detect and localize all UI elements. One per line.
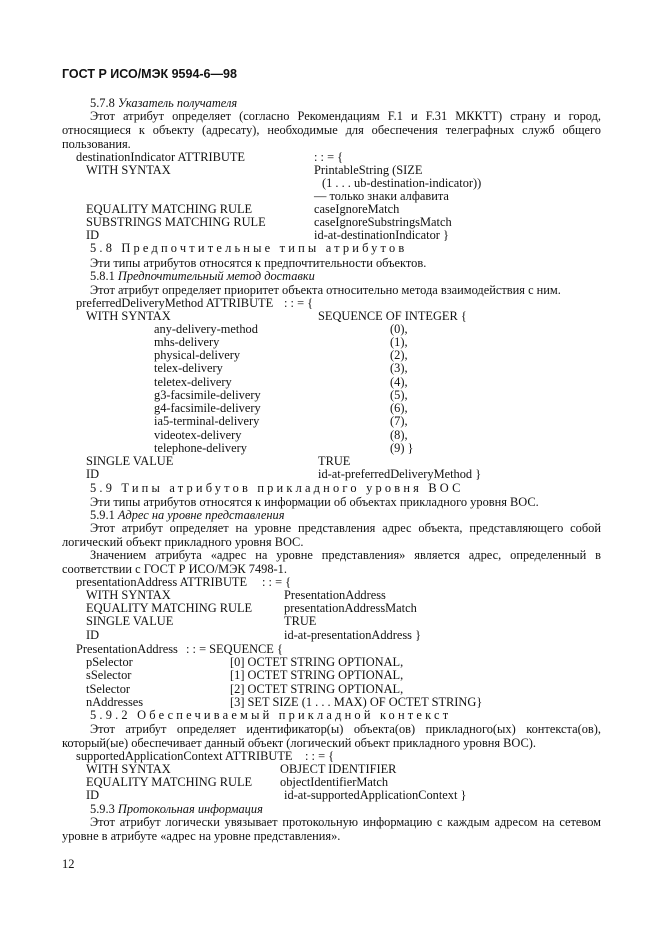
field-type: [3] SET SIZE (1 . . . MAX) OF OCTET STRING} <box>230 695 483 709</box>
code-line: presentationAddressMatch <box>284 601 417 615</box>
enum-item-value: (6), <box>390 401 408 415</box>
code-line: presentationAddress ATTRIBUTE <box>76 575 248 589</box>
code-line: preferredDeliveryMethod ATTRIBUTE <box>76 296 274 310</box>
section-number: 5.9.1 <box>90 508 115 522</box>
code-line: ID <box>86 788 100 802</box>
code-line: PresentationAddress <box>76 642 178 656</box>
code-line: WITH SYNTAX <box>86 309 171 323</box>
field-type: [1] OCTET STRING OPTIONAL, <box>230 668 404 682</box>
enum-item-value: (5), <box>390 388 408 402</box>
section-number: 5.7.8 <box>90 96 115 110</box>
enum-item-value: (8), <box>390 428 408 442</box>
code-line: ID <box>86 628 100 642</box>
paragraph: Эти типы атрибутов относятся к информации об объектах прикладного уровня ВОС. <box>90 495 539 509</box>
section-5-9-1-heading <box>90 508 284 522</box>
code-line: SINGLE VALUE <box>86 614 174 628</box>
code-line: TRUE <box>318 454 351 468</box>
code-line: objectIdentifierMatch <box>280 775 389 789</box>
section-5-8-1-heading <box>90 269 315 283</box>
section-5-8-heading: 5.8 Предпочтительные типы атрибутов <box>90 241 408 255</box>
section-5-9-2-heading: 5.9.2 Обеспечиваемый прикладной контекст <box>90 708 452 722</box>
enum-item-name: ia5-terminal-delivery <box>154 414 260 428</box>
paragraph: Этот атрибут логически увязывает протокольную информацию с каждым адресом на сетевом уровне в атрибуте «адрес на уровне представления». <box>62 815 601 843</box>
field-name: sSelector <box>86 668 132 682</box>
enum-item-value: (0), <box>390 322 408 336</box>
code-line: EQUALITY MATCHING RULE <box>86 202 253 216</box>
enum-item-name: telex-delivery <box>154 361 223 375</box>
enum-item-value: (4), <box>390 375 408 389</box>
code-line: : : = { <box>262 575 292 589</box>
code-line: EQUALITY MATCHING RULE <box>86 775 253 789</box>
field-name: tSelector <box>86 682 131 696</box>
field-type: [0] OCTET STRING OPTIONAL, <box>230 655 404 669</box>
code-line: SEQUENCE OF INTEGER { <box>318 309 467 323</box>
section-5-9-heading: 5.9 Типы атрибутов прикладного уровня ВОС <box>90 481 464 495</box>
enum-item-name: g4-facsimile-delivery <box>154 401 261 415</box>
code-line: PresentationAddress <box>284 588 386 602</box>
enum-item-value: (3), <box>390 361 408 375</box>
section-title: Адрес на уровне представления <box>117 508 285 522</box>
enum-item-value: (1), <box>390 335 408 349</box>
enum-item-name: any-delivery-method <box>154 322 258 336</box>
code-line: WITH SYNTAX <box>86 163 171 177</box>
code-line: destinationIndicator ATTRIBUTE <box>76 150 245 164</box>
code-line: supportedApplicationContext ATTRIBUTE <box>76 749 293 763</box>
code-line: SUBSTRINGS MATCHING RULE <box>86 215 266 229</box>
code-line: EQUALITY MATCHING RULE <box>86 601 253 615</box>
code-line: SINGLE VALUE <box>86 454 174 468</box>
code-line: : : = { <box>305 749 335 763</box>
section-number: 5.8.1 <box>90 269 115 283</box>
enum-item-value: (2), <box>390 348 408 362</box>
section-5-7-8-heading <box>90 96 237 110</box>
code-line: WITH SYNTAX <box>86 588 171 602</box>
section-title: Указатель получателя <box>117 96 238 110</box>
field-type: [2] OCTET STRING OPTIONAL, <box>230 682 404 696</box>
code-line: WITH SYNTAX <box>86 762 171 776</box>
code-line: id-at-presentationAddress } <box>284 628 422 642</box>
code-line: : : = { <box>314 150 344 164</box>
section-5-9-3-heading <box>90 802 263 816</box>
code-line: id-at-preferredDeliveryMethod } <box>318 467 482 481</box>
code-line: (1 . . . ub-destination-indicator)) <box>322 176 482 190</box>
paragraph: Эти типы атрибутов относятся к предпочтительности объектов. <box>90 256 427 270</box>
enum-item-name: videotex-delivery <box>154 428 242 442</box>
page-number: 12 <box>62 857 75 871</box>
enum-item-name: g3-facsimile-delivery <box>154 388 261 402</box>
paragraph: Этот атрибут определяет приоритет объекта относительно метода взаимодействия с ним. <box>90 283 561 297</box>
enum-item-value: (9) } <box>390 441 414 455</box>
paragraph: Этот атрибут определяет (согласно Рекомендациям F.1 и F.31 МККТТ) страну и город, относящиеся к объекту (адресату), необходимые для обеспечения телеграфных служб общего пользования. <box>62 109 601 151</box>
code-line: id-at-destinationIndicator } <box>314 228 449 242</box>
code-line: : : = SEQUENCE { <box>186 642 283 656</box>
code-line: id-at-supportedApplicationContext } <box>284 788 467 802</box>
enum-item-value: (7), <box>390 414 408 428</box>
document-header: ГОСТ Р ИСО/МЭК 9594-6—98 <box>62 67 237 81</box>
field-name: nAddresses <box>86 695 144 709</box>
code-line: OBJECT IDENTIFIER <box>280 762 397 776</box>
code-line: ID <box>86 228 100 242</box>
code-line: caseIgnoreMatch <box>314 202 400 216</box>
section-title: Протокольная информация <box>117 802 263 816</box>
field-name: pSelector <box>86 655 133 669</box>
code-line: PrintableString (SIZE <box>314 163 423 177</box>
code-line: ID <box>86 467 100 481</box>
paragraph: Этот атрибут определяет на уровне представления адрес объекта, представляющего собой логический объект прикладного уровня ВОС. <box>62 521 601 549</box>
section-number: 5.9.3 <box>90 802 115 816</box>
code-comment: — только знаки алфавита <box>314 189 449 203</box>
code-line: TRUE <box>284 614 317 628</box>
enum-item-name: physical-delivery <box>154 348 241 362</box>
code-line: caseIgnoreSubstringsMatch <box>314 215 452 229</box>
code-line: : : = { <box>284 296 314 310</box>
enum-item-name: telephone-delivery <box>154 441 247 455</box>
paragraph: Значением атрибута «адрес на уровне представления» является адрес, определенный в соответствии с ГОСТ Р ИСО/МЭК 7498-1. <box>62 548 601 576</box>
enum-item-name: teletex-delivery <box>154 375 232 389</box>
paragraph: Этот атрибут определяет идентификатор(ы) объекта(ов) прикладного(ых) контекста(ов), который(ые) обеспечивает данный объект (логический объект прикладного уровня ВОС). <box>62 722 601 750</box>
enum-item-name: mhs-delivery <box>154 335 220 349</box>
section-title: Предпочтительный метод доставки <box>117 269 315 283</box>
